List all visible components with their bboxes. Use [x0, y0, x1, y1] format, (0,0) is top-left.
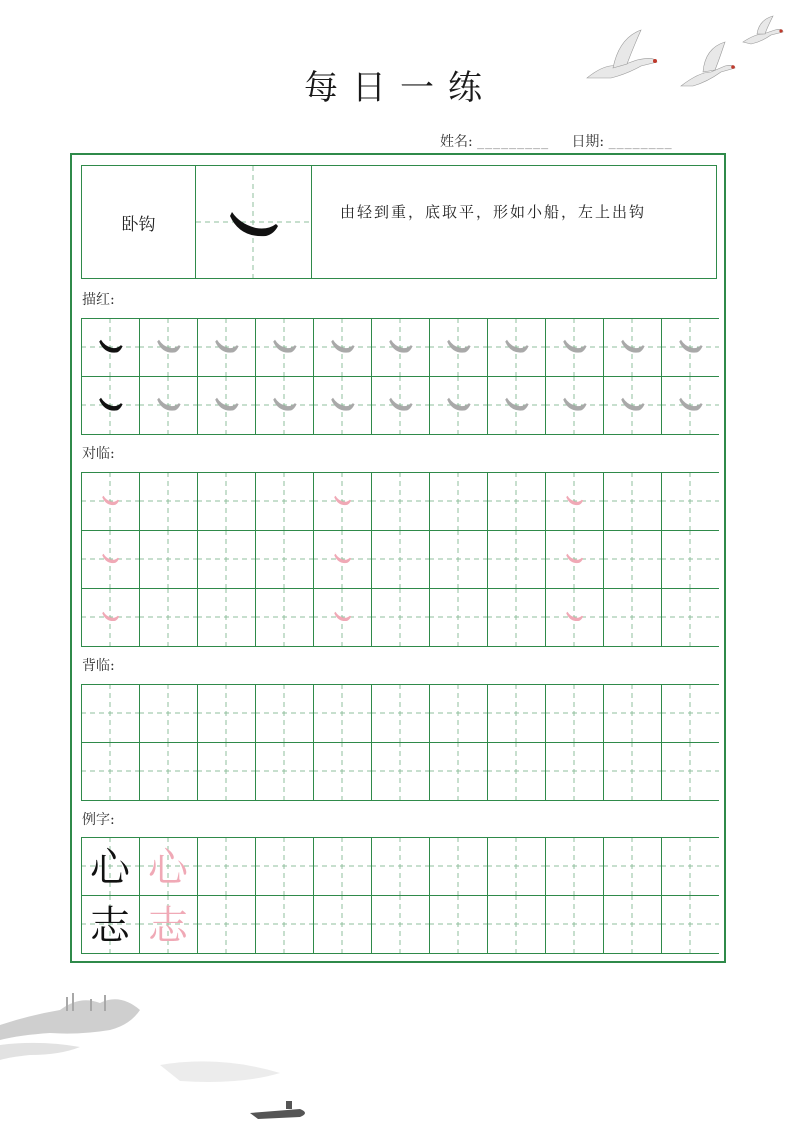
wogou-trace-stroke: [447, 398, 470, 411]
wogou-trace-stroke: [505, 340, 528, 353]
wogou-trace-stroke: [157, 398, 180, 411]
wogou-trace-stroke: [215, 398, 238, 411]
example-char: 心: [90, 845, 130, 891]
grid-cell[interactable]: [429, 837, 488, 896]
grid-cell[interactable]: [603, 530, 662, 589]
info-line: [440, 131, 740, 151]
grid-cell[interactable]: [487, 318, 546, 377]
grid-cell[interactable]: [371, 318, 430, 377]
wogou-model-stroke: [99, 340, 122, 353]
grid-cell[interactable]: [661, 530, 719, 589]
example-label: 例字:: [82, 812, 115, 828]
grid-cell[interactable]: [429, 895, 488, 954]
grid-cell[interactable]: [255, 472, 314, 531]
stroke-name: 卧钩: [82, 166, 196, 278]
example-char-trace: 心: [148, 845, 188, 891]
grid-cell[interactable]: [313, 684, 372, 743]
grid-cell[interactable]: [661, 837, 719, 896]
grid-cell[interactable]: [603, 318, 662, 377]
wogou-trace-stroke: [273, 340, 296, 353]
wogou-trace-stroke: [389, 398, 412, 411]
wogou-copy-hint: [102, 554, 119, 563]
example-grid: [81, 837, 719, 955]
grid-cell[interactable]: [371, 895, 430, 954]
wogou-copy-hint: [566, 496, 583, 505]
grid-cell[interactable]: [197, 588, 256, 647]
name-label: 姓名:: [440, 134, 473, 150]
wogou-copy-hint: [102, 496, 119, 505]
wogou-trace-stroke: [505, 398, 528, 411]
grid-cell[interactable]: [255, 376, 314, 435]
wogou-trace-stroke: [157, 340, 180, 353]
grid-cell[interactable]: [545, 530, 604, 589]
grid-cell[interactable]: [371, 376, 430, 435]
grid-cell[interactable]: [661, 895, 719, 954]
stroke-demo-svg: [196, 166, 310, 278]
grid-cell[interactable]: [545, 472, 604, 531]
grid-cell[interactable]: [545, 318, 604, 377]
grid-cell[interactable]: [545, 376, 604, 435]
date-label: 日期:: [571, 134, 605, 150]
grid-cell[interactable]: [429, 742, 488, 801]
grid-cell[interactable]: [429, 684, 488, 743]
grid-cell[interactable]: [313, 472, 372, 531]
grid-cell[interactable]: [313, 742, 372, 801]
grid-cell[interactable]: [139, 472, 198, 531]
grid-cell[interactable]: [487, 376, 546, 435]
grid-cell[interactable]: [429, 318, 488, 377]
grid-cell[interactable]: [313, 376, 372, 435]
grid-cell[interactable]: [661, 318, 719, 377]
wogou-copy-hint: [566, 612, 583, 621]
grid-cell[interactable]: [371, 837, 430, 896]
grid-cell[interactable]: [255, 318, 314, 377]
grid-cell[interactable]: [197, 376, 256, 435]
grid-cell[interactable]: [313, 318, 372, 377]
wogou-trace-stroke: [331, 340, 354, 353]
grid-cell[interactable]: [371, 530, 430, 589]
grid-cell[interactable]: [313, 837, 372, 896]
wogou-trace-stroke: [389, 340, 412, 353]
name-blank[interactable]: _________: [477, 134, 550, 150]
grid-cell[interactable]: [255, 742, 314, 801]
grid-cell[interactable]: [429, 530, 488, 589]
grid-cell[interactable]: [487, 837, 546, 896]
grid-cell[interactable]: [81, 530, 140, 589]
grid-cell[interactable]: [603, 684, 662, 743]
grid-cell[interactable]: [313, 530, 372, 589]
wogou-trace-stroke: [621, 340, 644, 353]
grid-cell[interactable]: [197, 837, 256, 896]
wogou-trace-stroke: [215, 340, 238, 353]
landscape-illustration: [0, 985, 420, 1132]
grid-cell[interactable]: [81, 318, 140, 377]
grid-cell[interactable]: [603, 837, 662, 896]
wogou-trace-stroke: [621, 398, 644, 411]
grid-cell[interactable]: [81, 376, 140, 435]
grid-cell[interactable]: [255, 837, 314, 896]
wogou-trace-stroke: [679, 398, 702, 411]
grid-cell[interactable]: [661, 742, 719, 801]
grid-cell[interactable]: [429, 472, 488, 531]
grid-cell[interactable]: [545, 742, 604, 801]
stroke-demo-cell: [196, 166, 312, 278]
grid-cell[interactable]: [487, 588, 546, 647]
grid-cell[interactable]: [603, 742, 662, 801]
grid-cell[interactable]: [371, 588, 430, 647]
grid-cell[interactable]: [139, 684, 198, 743]
grid-cell[interactable]: [139, 588, 198, 647]
wogou-trace-stroke: [563, 398, 586, 411]
wogou-copy-hint: [566, 554, 583, 563]
recall-grid: [81, 684, 719, 802]
wogou-trace-stroke: [563, 340, 586, 353]
wogou-trace-stroke: [679, 340, 702, 353]
grid-cell[interactable]: [603, 588, 662, 647]
grid-cell[interactable]: [139, 530, 198, 589]
wogou-copy-hint: [102, 612, 119, 621]
wogou-copy-hint: [334, 496, 351, 505]
grid-cell[interactable]: [371, 684, 430, 743]
grid-cell[interactable]: [81, 472, 140, 531]
grid-cell[interactable]: [487, 895, 546, 954]
stroke-description: 由轻到重，底取平，形如小船，左上出钩: [340, 203, 647, 221]
grid-cell[interactable]: [197, 684, 256, 743]
wogou-trace-stroke: [447, 340, 470, 353]
date-blank[interactable]: ________: [608, 134, 673, 150]
wogou-trace-stroke: [331, 398, 354, 411]
grid-cell[interactable]: [603, 376, 662, 435]
grid-cell[interactable]: [313, 588, 372, 647]
grid-cell[interactable]: [661, 588, 719, 647]
grid-cell[interactable]: [197, 895, 256, 954]
grid-cell[interactable]: [661, 472, 719, 531]
grid-cell[interactable]: [429, 376, 488, 435]
wogou-stroke-icon: [230, 212, 278, 236]
grid-cell[interactable]: [81, 742, 140, 801]
grid-cell[interactable]: [197, 530, 256, 589]
trace-label: 描红:: [82, 292, 115, 308]
grid-cell[interactable]: [545, 588, 604, 647]
wogou-model-stroke: [99, 398, 122, 411]
grid-cell[interactable]: [661, 684, 719, 743]
grid-cell[interactable]: [139, 318, 198, 377]
grid-cell[interactable]: [545, 684, 604, 743]
recall-label: 背临:: [82, 658, 115, 674]
grid-cell[interactable]: [255, 895, 314, 954]
grid-cell[interactable]: [603, 472, 662, 531]
grid-cell[interactable]: [255, 588, 314, 647]
grid-cell[interactable]: [139, 742, 198, 801]
stroke-header: [81, 165, 717, 279]
wogou-trace-stroke: [273, 398, 296, 411]
grid-cell[interactable]: [487, 742, 546, 801]
grid-cell[interactable]: [255, 684, 314, 743]
copy-label: 对临:: [82, 446, 115, 462]
grid-cell[interactable]: [81, 684, 140, 743]
crane-illustration: [575, 8, 800, 103]
trace-grid: [81, 318, 719, 436]
grid-cell[interactable]: [545, 837, 604, 896]
grid-cell[interactable]: [371, 472, 430, 531]
example-char: 志: [90, 903, 130, 949]
grid-cell[interactable]: [429, 588, 488, 647]
grid-cell[interactable]: [603, 895, 662, 954]
wogou-copy-hint: [334, 554, 351, 563]
grid-cell[interactable]: [661, 376, 719, 435]
example-char-trace: 志: [148, 903, 188, 949]
grid-cell[interactable]: [197, 318, 256, 377]
page-title: 每日一练: [304, 68, 496, 108]
grid-cell[interactable]: [197, 472, 256, 531]
grid-cell[interactable]: [139, 376, 198, 435]
grid-cell[interactable]: [197, 742, 256, 801]
grid-cell[interactable]: [255, 530, 314, 589]
grid-cell[interactable]: [487, 472, 546, 531]
copy-grid: [81, 472, 719, 647]
grid-cell[interactable]: [487, 530, 546, 589]
wogou-copy-hint: [334, 612, 351, 621]
grid-cell[interactable]: [313, 895, 372, 954]
grid-cell[interactable]: [81, 588, 140, 647]
grid-cell[interactable]: [371, 742, 430, 801]
grid-cell[interactable]: [545, 895, 604, 954]
grid-cell[interactable]: [487, 684, 546, 743]
